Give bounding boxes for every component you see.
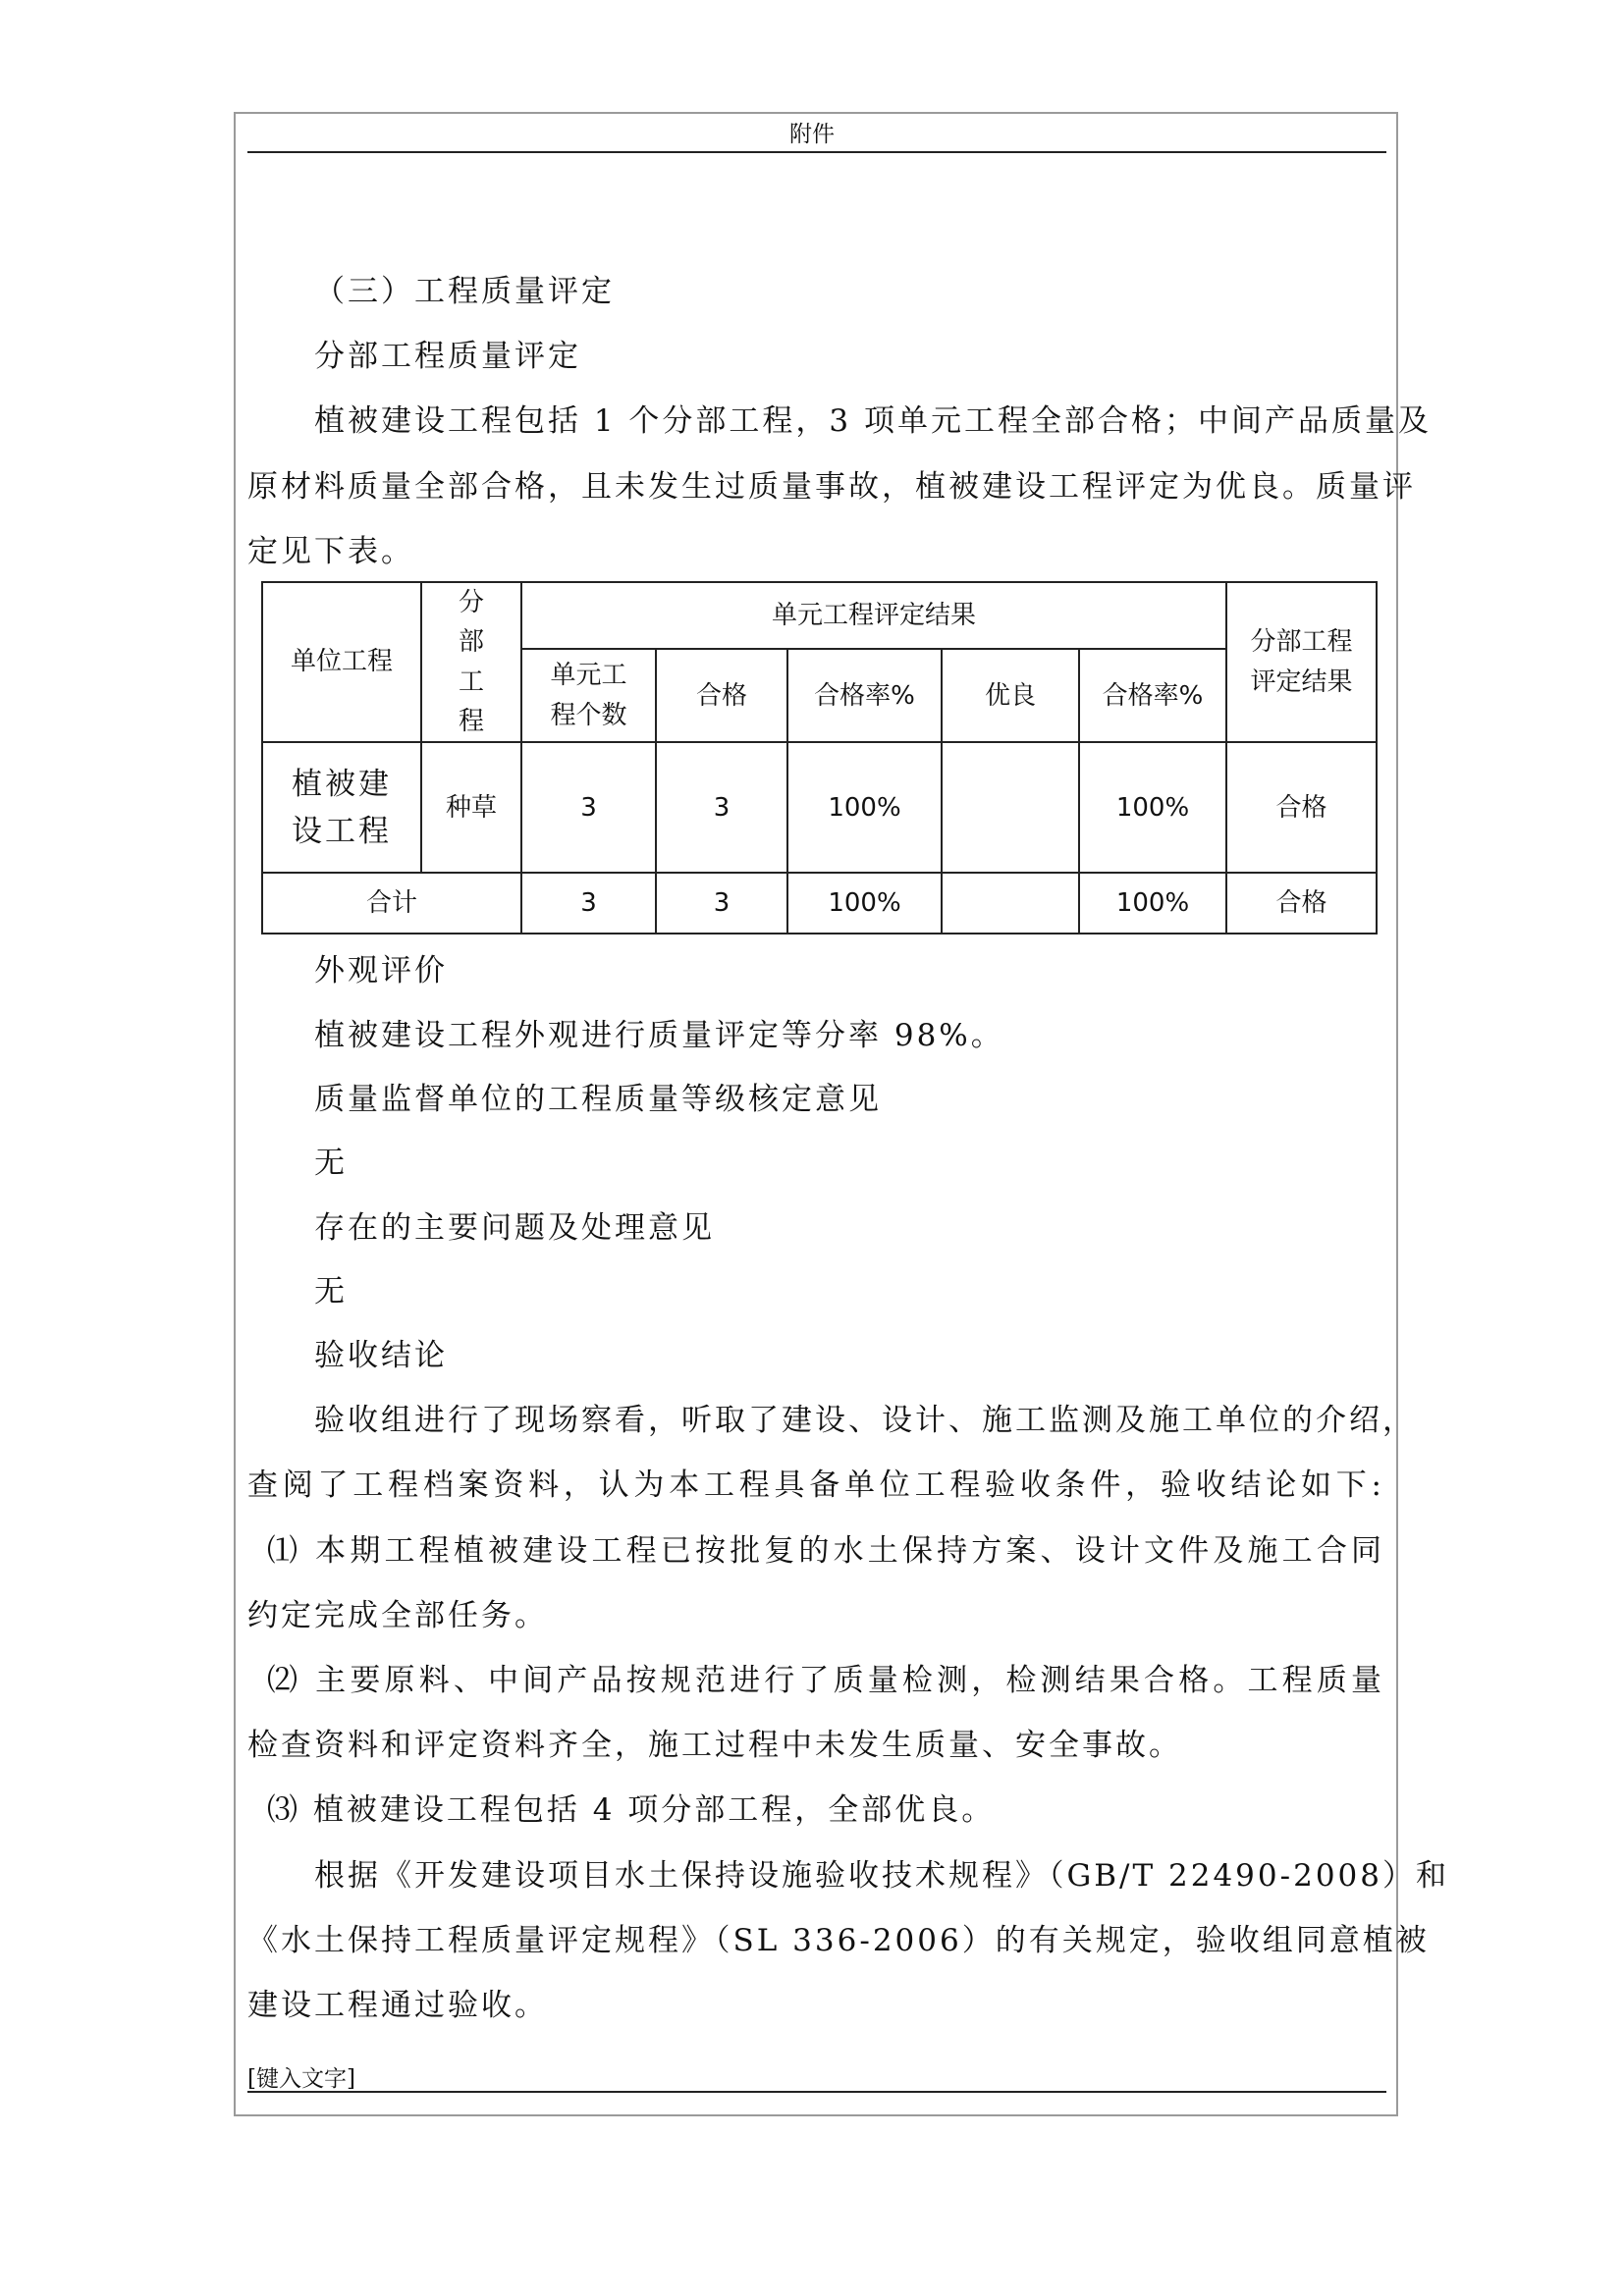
section-title: （三）工程质量评定 xyxy=(314,274,615,309)
header-unit-count: 单元工程个数 xyxy=(521,649,656,742)
total-result: 合格 xyxy=(1226,873,1377,934)
header-qualified-rate: 合格率% xyxy=(787,649,942,742)
subpart-heading: 分部工程质量评定 xyxy=(314,339,581,374)
quality-table xyxy=(261,581,1378,934)
total-excellent xyxy=(942,873,1079,934)
header-qualified: 合格 xyxy=(656,649,787,742)
conclusion-heading: 验收结论 xyxy=(314,1338,448,1373)
header-unit-project: 单位工程 xyxy=(262,582,421,742)
cell-count: 3 xyxy=(521,742,656,873)
table-total-row xyxy=(262,873,1377,934)
header-title: 附件 xyxy=(789,122,835,147)
conclusion-line-2: 查阅了工程档案资料，认为本工程具备单位工程验收条件，验收结论如下: xyxy=(247,1468,1384,1503)
supervision-heading: 质量监督单位的工程质量等级核定意见 xyxy=(314,1082,882,1117)
cell-result: 合格 xyxy=(1226,742,1377,873)
conclusion-item-3: ⑶ 植被建设工程包括 4 项分部工程，全部优良。 xyxy=(267,1792,996,1828)
table-row xyxy=(262,742,1377,873)
basis-line-3: 建设工程通过验收。 xyxy=(247,1988,548,2023)
intro-line-3: 定见下表。 xyxy=(247,534,414,569)
header-excellent: 优良 xyxy=(942,649,1079,742)
appearance-text: 植被建设工程外观进行质量评定等分率 98%。 xyxy=(314,1018,1004,1053)
total-qualified: 3 xyxy=(656,873,787,934)
intro-line-2: 原材料质量全部合格，且未发生过质量事故，植被建设工程评定为优良。质量评 xyxy=(247,469,1416,505)
basis-line-2: 《水土保持工程质量评定规程》（SL 336-2006）的有关规定，验收组同意植被 xyxy=(247,1923,1430,1958)
cell-excellent-rate: 100% xyxy=(1079,742,1226,873)
conclusion-item-1-line-2: 约定完成全部任务。 xyxy=(247,1598,548,1633)
header-excellent-rate: 合格率% xyxy=(1079,649,1226,742)
intro-line-1: 植被建设工程包括 1 个分部工程，3 项单元工程全部合格；中间产品质量及 xyxy=(314,403,1433,439)
cell-excellent xyxy=(942,742,1079,873)
footer-placeholder[interactable]: [键入文字] xyxy=(247,2066,355,2092)
conclusion-item-2-line-2: 检查资料和评定资料齐全，施工过程中未发生质量、安全事故。 xyxy=(247,1728,1182,1763)
cell-unit: 植被建设工程 xyxy=(262,742,421,873)
conclusion-item-1-line-1: ⑴ 本期工程植被建设工程已按批复的水土保持方案、设计文件及施工合同 xyxy=(267,1533,1384,1569)
cell-sub: 种草 xyxy=(421,742,521,873)
cell-qualified-rate: 100% xyxy=(787,742,942,873)
footer-rule xyxy=(247,2091,1386,2093)
conclusion-item-2-line-1: ⑵ 主要原料、中间产品按规范进行了质量检测，检测结果合格。工程质量 xyxy=(267,1663,1384,1698)
header-rule xyxy=(247,151,1386,153)
issues-text: 无 xyxy=(314,1274,348,1309)
total-qualified-rate: 100% xyxy=(787,873,942,934)
basis-line-1: 根据《开发建设项目水土保持设施验收技术规程》（GB/T 22490-2008）和 xyxy=(314,1858,1449,1894)
total-label: 合计 xyxy=(262,873,521,934)
conclusion-line-1: 验收组进行了现场察看，听取了建设、设计、施工监测及施工单位的介绍， xyxy=(314,1403,1416,1438)
issues-heading: 存在的主要问题及处理意见 xyxy=(314,1210,715,1246)
total-excellent-rate: 100% xyxy=(1079,873,1226,934)
total-count: 3 xyxy=(521,873,656,934)
supervision-text: 无 xyxy=(314,1146,348,1181)
header-unit-eval-results: 单元工程评定结果 xyxy=(521,582,1226,649)
appearance-heading: 外观评价 xyxy=(314,953,448,988)
cell-qualified: 3 xyxy=(656,742,787,873)
header-sub-eval-result: 分部工程评定结果 xyxy=(1226,582,1377,742)
header-sub-project: 分部工程 xyxy=(421,582,521,742)
